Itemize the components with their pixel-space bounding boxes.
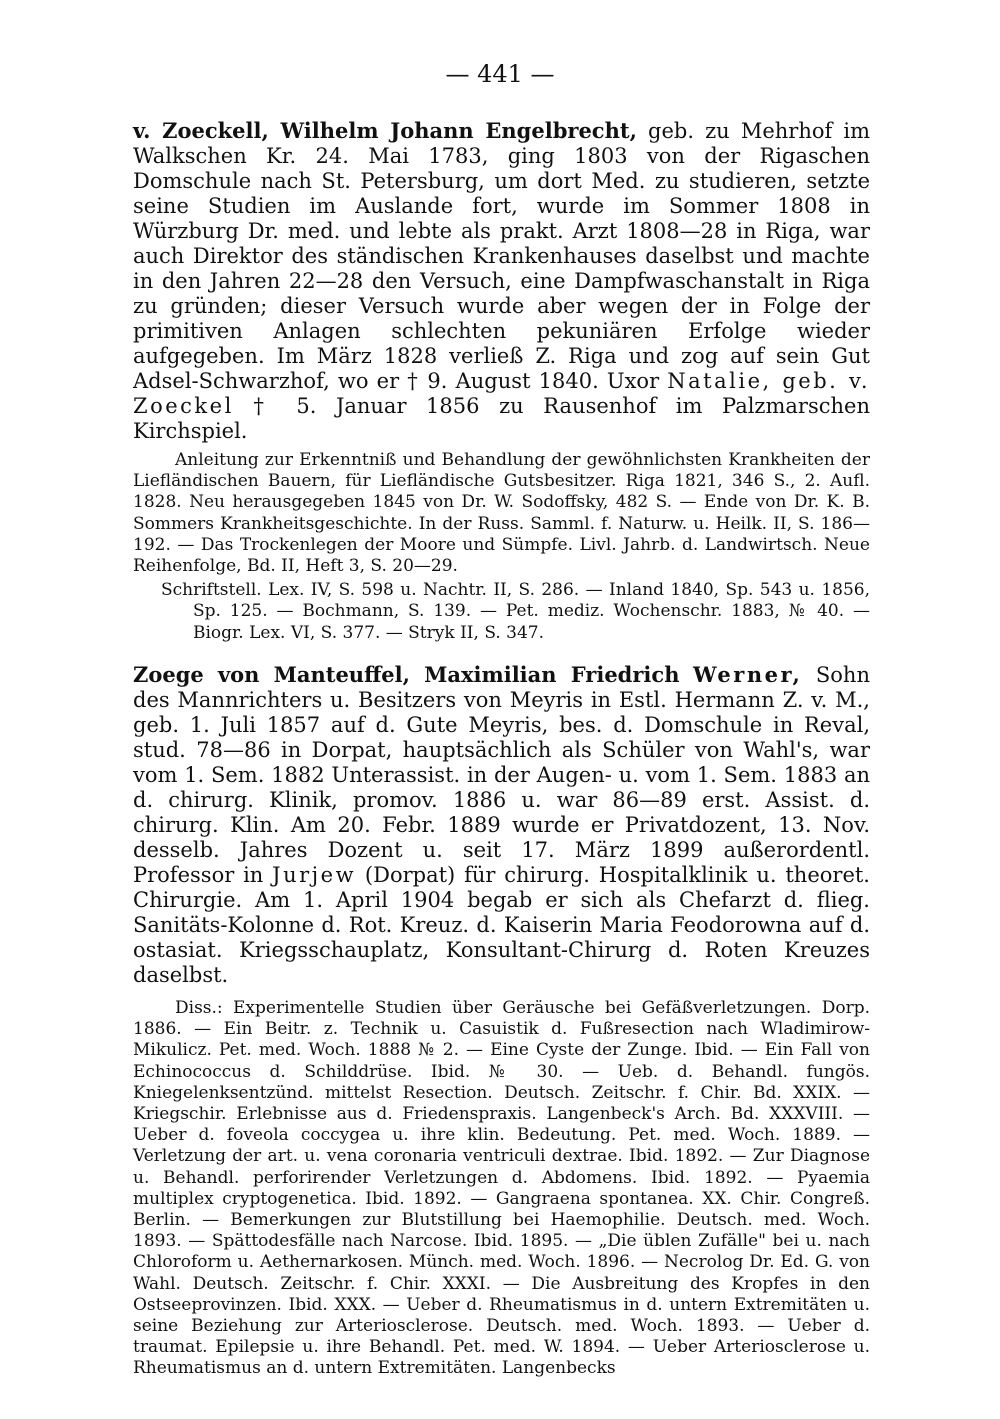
entry-text-continued: (Dorpat) für chirurg. Hospitalklinik u. theoret. Chirurgie. Am 1. April 1904 begab er sich als Chefarzt d. flieg. Sanitäts-Kolonne d. Rot. Kreuz. d. Kaiserin Maria Feodorowna auf d. ostasiat. Kriegsschauplatz, Konsultant-Chirurg d. Roten Kreuzes daselbst. xyxy=(133,863,870,987)
works-list: Anleitung zur Erkenntniß und Behandlung der gewöhnlichsten Krankheiten der Liefländischen Bauern, für Liefländische Gutsbesitzer. Riga 1821, 346 S., 2. Aufl. 1828. Neu herausgegeben 1845 von Dr. W. Sodoffsky, 482 S. — Ende von Dr. K. B. Sommers Krankheitsgeschichte. In der Russ. Samml. f. Naturw. u. Heilk. II, S. 186—192. — Das Trockenlegen der Moore und Sümpfe. Livl. Jahrb. d. Landwirtsch. Neue Reihenfolge, Bd. II, Heft 3, S. 20—29. xyxy=(133,450,870,577)
entry-text-continued: † 5. Januar 1856 zu Rausenhof im Palzmarschen Kirchspiel. xyxy=(133,394,870,443)
entry-heading: Zoege von Manteuffel, Maximilian Friedrich xyxy=(133,662,680,687)
entry-text: Sohn des Mannrichters u. Besitzers von Meyris in Estl. Hermann Z. v. M., geb. 1. Juli 1857 auf d. Gute Meyris, bes. d. Domschule in Reval, stud. 78—86 in Dorpat, hauptsächlich als Schüler von Wahl's, war vom 1. Sem. 1882 Unterassist. in der Augen- u. vom 1. Sem. 1883 an d. chirurg. Klinik, promov. 1886 u. war 86—89 erst. Assist. d. chirurg. Klin. Am 20. Febr. 1889 wurde er Privatdozent, 13. Nov. desselb. Jahres Dozent u. seit 17. März 1899 außerordentl. Professor in xyxy=(133,663,870,887)
page-number: — 441 — xyxy=(445,60,555,88)
entry-text: geb. zu Mehrhof im Walkschen Kr. 24. Mai 1783, ging 1803 von der Rigaschen Domschule nach St. Petersburg, um dort Med. zu studieren, setzte seine Studien im Auslande fort, wurde im Sommer 1808 in Würzburg Dr. med. und lebte als prakt. Arzt 1808—28 in Riga, war auch Direktor des ständischen Krankenhauses daselbst und machte in den Jahren 22—28 den Versuch, eine Dampfwaschanstalt in Riga zu gründen; dieser Versuch wurde aber wegen der in Folge der primitiven Anlagen schlechten pekuniären Erfolge wieder aufgegeben. Im März 1828 verließ Z. Riga und zog auf sein Gut Adsel-Schwarzhof, wo er † 9. August 1840. Uxor xyxy=(133,119,870,393)
biography-entry-zoege-von-manteuffel xyxy=(133,662,870,1380)
entry-heading-spaced: Werner, xyxy=(693,662,803,687)
place-name: Jurjew xyxy=(272,863,357,887)
entry-body xyxy=(133,118,870,444)
entry-body xyxy=(133,662,870,988)
works-list: Diss.: Experimentelle Studien über Geräusche bei Gefäßverletzungen. Dorp. 1886. — Ein Beitr. z. Technik u. Casuistik d. Fußresection nach Wladimirow-Mikulicz. Pet. med. Woch. 1888 № 2. — Eine Cyste der Zunge. Ibid. — Ein Fall von Echinococcus d. Schilddrüse. Ibid. № 30. — Ueb. d. Behandl. fungös. Kniegelenksentzünd. mittelst Resection. Deutsch. Zeitschr. f. Chir. Bd. XXIX. — Kriegschir. Erlebnisse aus d. Friedenspraxis. Langenbeck's Arch. Bd. XXXVIII. — Ueber d. foveola coccygea u. ihre klin. Bedeutung. Pet. med. Woch. 1889. — Verletzung der art. u. vena coronaria ventriculi dextrae. Ibid. 1892. — Zur Diagnose u. Behandl. perforirender Verletzungen d. Abdomens. Ibid. 1892. — Pyaemia multiplex cryptogenetica. Ibid. 1892. — Gangraena spontanea. XX. Chir. Congreß. Berlin. — Bemerkungen zur Blutstillung bei Haemophilie. Deutsch. med. Woch. 1893. — Spättodesfälle nach Narcose. Ibid. 1895. — „Die üblen Zufälle" bei u. nach Chloroform u. Aethernarkosen. Münch. med. Woch. 1896. — Necrolog Dr. Ed. G. von Wahl. Deutsch. Zeitschr. f. Chir. XXXI. — Die Ausbreitung des Kropfes in den Ostseeprovinzen. Ibid. XXX. — Ueber d. Rheumatismus in d. untern Extremitäten u. seine Beziehung zur Arteriosclerose. Deutsch. med. Woch. 1893. — Ueber d. traumat. Epilepsie u. ihre Behandl. Pet. med. W. 1894. — Ueber Arteriosclerose u. Rheumatismus an d. untern Extremitäten. Langenbecks xyxy=(133,998,870,1379)
entry-heading: v. Zoeckell, Wilhelm Johann Engelbrecht, xyxy=(133,118,637,143)
biography-entry-zoeckell xyxy=(133,118,870,644)
spouse-name: Natalie, geb. v. Zoeckel xyxy=(133,369,871,418)
references: Schriftstell. Lex. IV, S. 598 u. Nachtr. II, S. 286. — Inland 1840, Sp. 543 u. 1856, Sp. 125. — Bochmann, S. 139. — Pet. mediz. Wochenschr. 1883, № 40. — Biogr. Lex. VI, S. 377. — Stryk II, S. 347. xyxy=(161,580,870,643)
